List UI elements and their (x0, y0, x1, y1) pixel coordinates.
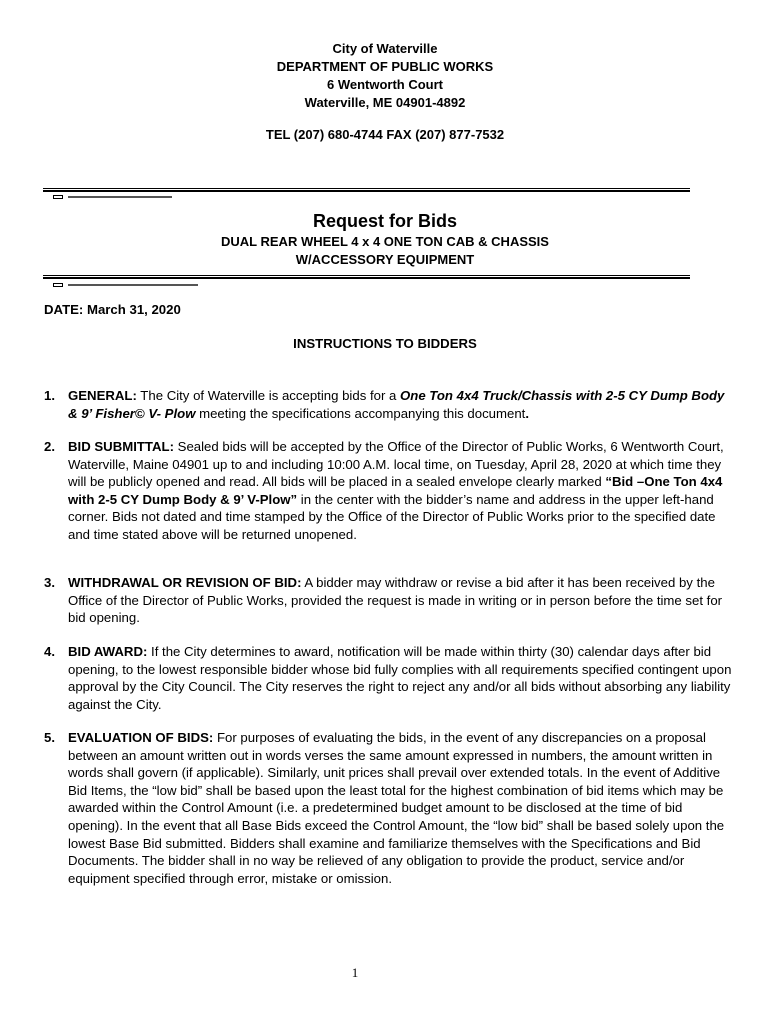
item-text: A bidder may withdraw or revise a bid after it has been received by the Office of the Director of Public Works, provided the request is made in writing or in person before the time set for bid opening. (68, 575, 723, 626)
header-city-state-zip: Waterville, ME 04901-4892 (304, 95, 466, 110)
item-text: Sealed bids will be accepted by the Office of the Director of Public Works, 6 Wentworth Court, Waterville, Maine 04901 up to and including 10:00 A.M. local time, on Tuesday, April 28, 2020 at which time they will be publicly opened and read. All bids will be placed in a sealed envelope clearly marked (68, 439, 724, 490)
instruction-item-evaluation (44, 729, 734, 887)
item-text: For purposes of evaluating the bids, in the event of any discrepancies on a proposal between an amount written out in words verses the same amount expressed in numbers, the amount written in words shall govern (if applicable). Similarly, unit prices shall prevail over extended totals. In the event of Additive Bid Items, the “low bid” shall be based upon the least total for the highest combination of bid items which may be awarded within the Control Amount (i.e. a predetermined budget amount to be disclosed at the time of bid opening). In the event that all Base Bids exceed the Control Amount, the “low bid” shall be based solely upon the lowest Base Bid submitted. Bidders shall examine and familiarize themselves with the Specifications and Bid Documents. The bidder shall in no way be relieved of any obligation to provide the product, service and/or equipment specified through error, mistake or omission. (68, 730, 725, 886)
item-emphasis: “Bid –One Ton 4x4 with 2-5 CY Dump Body & 9’ V-Plow” (68, 474, 723, 507)
item-heading: BID AWARD: (68, 644, 148, 659)
header-phone-fax: TEL (207) 680-4744 FAX (207) 877-7532 (265, 127, 505, 142)
item-period: . (525, 405, 529, 421)
divider-fine-print-second (68, 284, 198, 286)
item-number: 5. (44, 730, 55, 745)
item-number: 2. (44, 439, 55, 454)
instructions-heading: INSTRUCTIONS TO BIDDERS (293, 336, 477, 351)
page-number: 1 (351, 965, 359, 980)
document-date: DATE: March 31, 2020 (44, 302, 181, 317)
instruction-item-bid-submittal (44, 438, 734, 544)
instruction-item-withdrawal (44, 574, 734, 627)
item-heading: WITHDRAWAL OR REVISION OF BID: (68, 575, 302, 590)
document-subtitle-line2: W/ACCESSORY EQUIPMENT (295, 252, 475, 267)
document-subtitle-line1: DUAL REAR WHEEL 4 x 4 ONE TON CAB & CHASSIS (221, 234, 549, 249)
item-number: 3. (44, 575, 55, 590)
item-text-continued: meeting the specifications accompanying this document (195, 405, 526, 421)
divider-marker-box (53, 195, 63, 199)
divider-fine-print (68, 196, 172, 198)
item-heading: BID SUBMITTAL: (68, 439, 174, 454)
item-emphasis: One Ton 4x4 Truck/Chassis with 2-5 CY Dump Body & 9’ Fisher© V- Plow (68, 388, 725, 421)
item-text: The City of Waterville is accepting bids for a (136, 388, 400, 403)
divider-rule-second (43, 275, 690, 279)
header-department: DEPARTMENT OF PUBLIC WORKS (276, 59, 494, 74)
divider-rule-top (43, 188, 690, 192)
item-text-continued: in the center with the bidder’s name and address in the upper left-hand corner. Bids not dated and time stamped by the Office of the Director of Public Works prior to the specified date and time stated above will be returned unopened. (68, 491, 716, 542)
instruction-item-general (44, 387, 734, 422)
item-heading: EVALUATION OF BIDS: (68, 730, 214, 745)
item-number: 1. (44, 388, 55, 403)
header-street: 6 Wentworth Court (326, 77, 444, 92)
instruction-item-bid-award (44, 643, 734, 713)
header-city: City of Waterville (332, 41, 438, 56)
divider-marker-box-second (53, 283, 63, 287)
document-title: Request for Bids (312, 211, 458, 231)
item-text: If the City determines to award, notification will be made within thirty (30) calendar days after bid opening, to the lowest responsible bidder whose bid fully complies with all requirements specified contingent upon approval by the City Council. The City reserves the right to reject any and/or all bids without absorbing any liability against the City. (68, 644, 732, 712)
item-number: 4. (44, 644, 55, 659)
item-heading: GENERAL: (68, 388, 137, 403)
